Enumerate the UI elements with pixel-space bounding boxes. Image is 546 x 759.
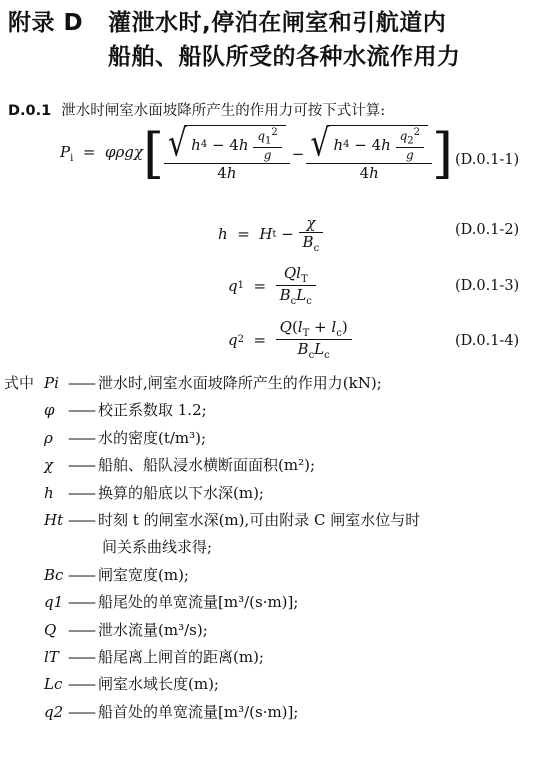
definition-text: 泄水时,闸室水面坡降所产生的作用力(kN);	[98, 374, 382, 392]
equation-3-number: (D.0.1-3)	[455, 278, 520, 294]
definition-symbol: Q	[44, 620, 57, 639]
definition-symbol: Ht	[44, 511, 64, 530]
definition-row: 式中 Pi —— 泄水时,闸室水面坡降所产生的作用力(kN);	[4, 370, 540, 397]
definition-row: Q —— 泄水流量(m³/s);	[4, 617, 540, 644]
definition-text: 闸室宽度(m);	[98, 565, 189, 584]
definition-row: q1 —— 船尾处的单宽流量[m³/(s·m)];	[4, 589, 540, 616]
definition-row: φ —— 校正系数取 1.2;	[4, 397, 540, 424]
definition-row: Bc —— 闸室宽度(m);	[4, 562, 540, 589]
definition-text: 换算的船底以下水深(m);	[98, 483, 264, 502]
clause-intro	[8, 99, 385, 120]
definition-text: 水的密度(t/m³);	[98, 428, 207, 447]
definition-symbol: Lc	[44, 675, 63, 694]
equation-4-number: (D.0.1-4)	[455, 333, 520, 349]
definition-row: χ —— 船舶、船队浸水横断面面积(m²);	[4, 452, 540, 479]
definition-symbol: Pi	[44, 374, 59, 392]
definition-symbol: q1	[44, 593, 64, 612]
clause-text: 泄水时闸室水面坡降所产生的作用力可按下式计算:	[61, 103, 386, 119]
definition-row: lT —— 船尾离上闸首的距离(m);	[4, 644, 540, 671]
definition-text: 泄水流量(m³/s);	[98, 620, 208, 639]
definition-text: 闸室水域长度(m);	[98, 675, 219, 694]
appendix-heading	[8, 6, 538, 74]
symbol-definitions	[4, 370, 540, 726]
equation-1: $P_i = \varphi\rho g\chi$ [ √ h 4 − 4 h $\frac{q_1^2}{g}$ 4h − √ h 4 − 4 h $\frac{q_2^2}{g}$ 4h ]	[60, 121, 454, 185]
definition-row: h —— 换算的船底以下水深(m);	[4, 480, 540, 507]
definition-text: 船尾离上闸首的距离(m);	[98, 648, 264, 667]
appendix-label: 附录 D	[8, 10, 84, 36]
equation-2-number: (D.0.1-2)	[455, 222, 520, 238]
where-label: 式中	[4, 374, 35, 392]
definition-symbol: Bc	[44, 565, 64, 584]
definition-text: 船首处的单宽流量[m³/(s·m)];	[98, 702, 299, 721]
definition-text: 船尾处的单宽流量[m³/(s·m)];	[98, 593, 299, 612]
definition-symbol: ρ	[44, 428, 53, 447]
equation-4: q 2 = $\frac{Q(l_T + l_c)}{B_cL_c}$	[228, 318, 352, 361]
definition-text: 船舶、船队浸水横断面面积(m²);	[98, 456, 315, 475]
equation-3: q 1 = $\frac{Ql_T}{B_cL_c}$	[228, 264, 316, 307]
appendix-title-line2: 船舶、船队所受的各种水流作用力	[108, 44, 461, 70]
definition-continuation: 间关系曲线求得;	[102, 538, 213, 557]
definition-row: Lc —— 闸室水域长度(m);	[4, 671, 540, 698]
definition-row: Ht —— 时刻 t 的闸室水深(m),可由附录 C 闸室水位与时	[4, 507, 540, 534]
definition-symbol: h	[44, 483, 54, 502]
definition-text: 时刻 t 的闸室水深(m),可由附录 C 闸室水位与时	[98, 511, 421, 530]
definition-symbol: q2	[44, 702, 64, 721]
definition-symbol: φ	[44, 401, 55, 420]
definition-symbol: χ	[44, 456, 54, 475]
equation-2: h = H t − $\frac{\chi}{B_c}$	[218, 214, 323, 254]
appendix-title-line1: 灌泄水时,停泊在闸室和引航道内	[108, 10, 447, 36]
definition-symbol: lT	[44, 648, 59, 667]
definition-text: 校正系数取 1.2;	[98, 401, 207, 420]
definition-row: ρ —— 水的密度(t/m³);	[4, 425, 540, 452]
equation-1-number: (D.0.1-1)	[455, 152, 520, 168]
definition-row: q2 —— 船首处的单宽流量[m³/(s·m)];	[4, 699, 540, 726]
clause-number: D.0.1	[8, 103, 52, 119]
